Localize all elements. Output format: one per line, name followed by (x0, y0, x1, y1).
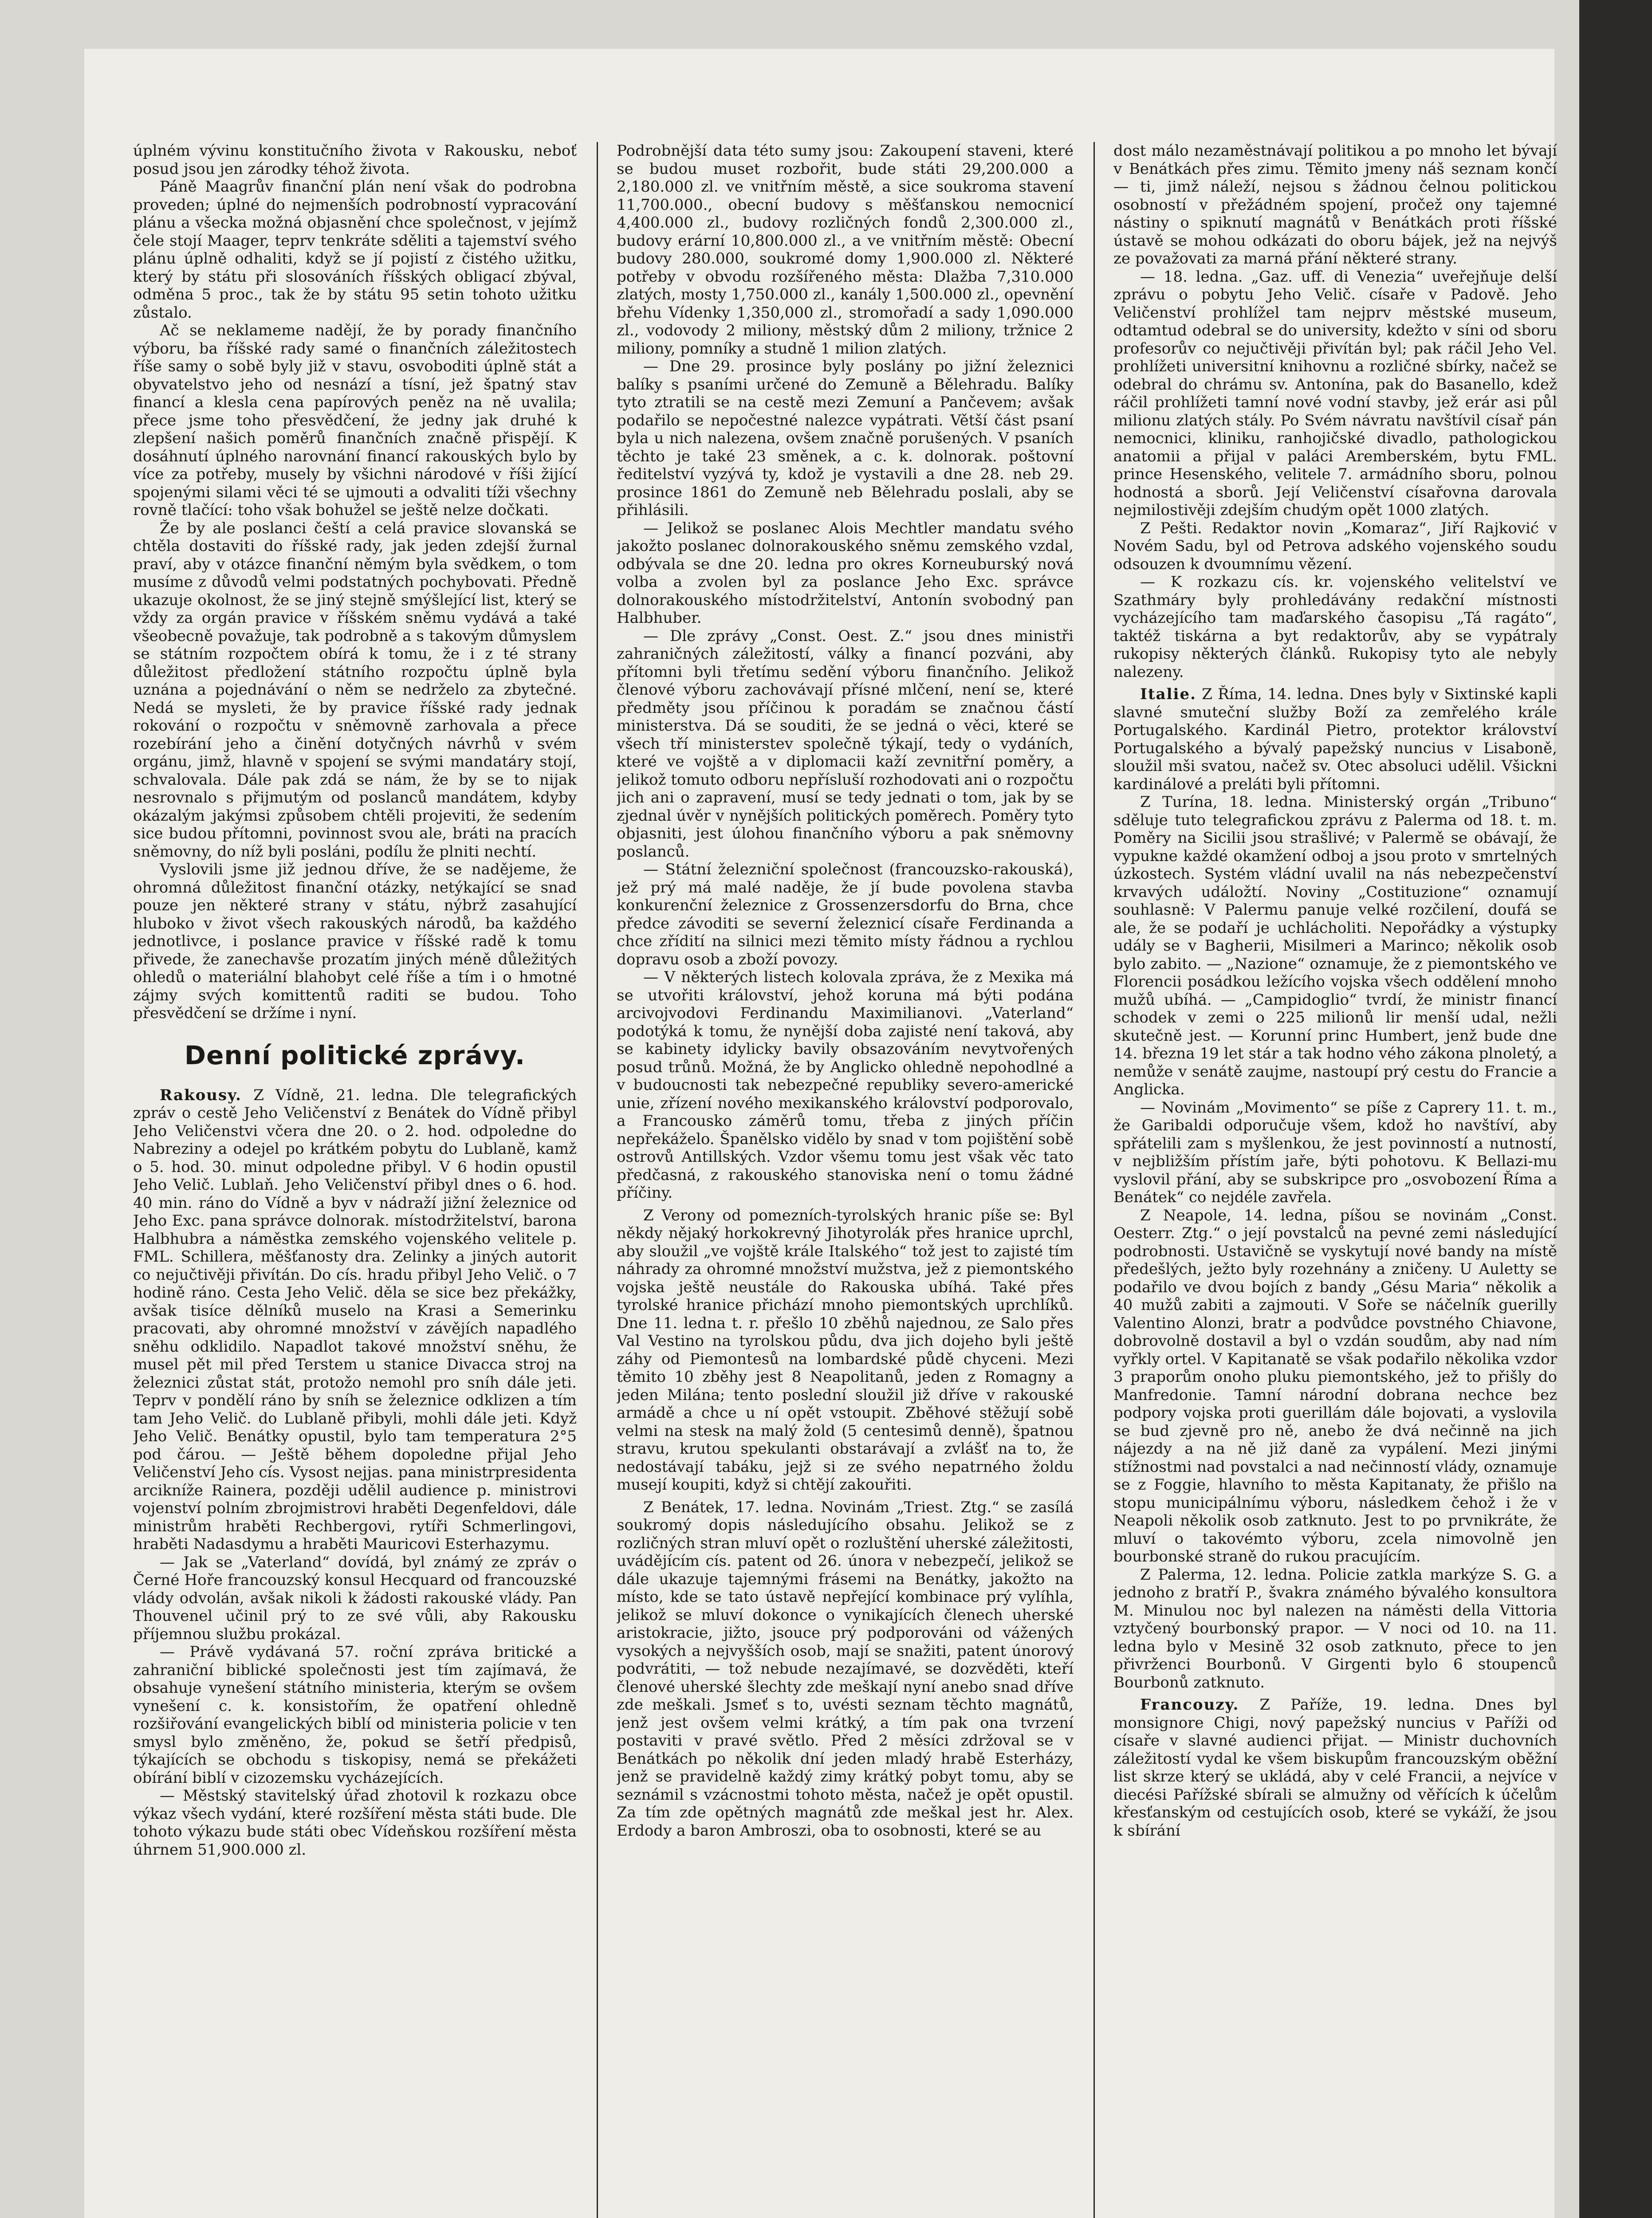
news-item (1113, 1696, 1557, 1840)
news-item: — Státní železniční společnost (francouzsko-rakouská), jež prý má malé naděje, že jí bude povolena stavba konkurenční železnice z Grossenzersdorfu do Brna, chce předce závoditi se severní železnicí císaře Ferdinanda a chce zřídití na silnici mezi těmito místy řádnou a rychlou dopravu osob a zboží povozy. (617, 861, 1074, 968)
news-text: Z Říma, 14. ledna. Dnes byly v Sixtinské kapli slavné smuteční služby Boží za zemřelého krále Portugalského. Kardinál Pietro, protektor království Portugalského a bývalý papežský nuncius v Lisaboně, sloužil mši svatou, načež sv. Otec absoluci udělil. Všickni kardinálové a preláti byli přítomni. (1113, 685, 1557, 793)
news-item: Z Benátek, 17. ledna. Novinám „Triest. Ztg.“ se zasílá soukromý dopis následujícího obsahu. Jelikož se z rozličných stran mluví opět o rozluštění uherské záležitosti, uvádějícím cís. patent od 26. února v nebezpečí, jelikož se dále ukazuje tajemnými frásemi na Benátky, jakožto na místo, kde se tato ústavě nepřející kombinace prý vylíhla, jelikož se mluví dokonce o vynikajících členech uherské aristokracie, jižto, jsouce prý podporováni od vážených vysokých a nejvyšších osob, mají se snažiti, patent únorový podvrátiti, — tož nebude nezajímavé, se dozvěděti, kteří členové uherské šlechty zde meškají nyní anebo snad dříve zde meškali. Jsmeť s to, uvésti seznam těchto magnátů, jenž jest ovšem velmi krátký, a tím pak ona tvrzení postaviti v pravé světlo. Před 2 měsíci zdržoval se v Benátkách po několik dní jeden mladý hrabě Esterházy, jenž se pravidelně každý zimy krátký pobyt tomu, aby se seznámil s vzácnostmi tohoto města, načež je opět opustil. Za tím zde opětných magnátů zde meškal jest hr. Alex. Erdody a baron Ambroszi, oba to osobnosti, které se au (617, 1498, 1074, 1840)
news-item (133, 1086, 577, 1553)
news-item: — Městský stavitelský úřad zhotovil k rozkazu obce výkaz všech vydání, které rozšíření města státi bude. Dle tohoto výkazu bude státi obec Vídeňskou rozšíření města úhrnem 51,900.000 zl. (133, 1787, 577, 1859)
country-label: Francouzy. (1140, 1696, 1239, 1714)
column-middle (617, 142, 1074, 2218)
column-right (1113, 142, 1557, 2218)
news-item: Z Palerma, 12. ledna. Policie zatkla markýze S. G. a jednoho z bratří P., švakra známého bývalého konsultora M. Minulou noc byl nalezen na náměsti della Vittoria vztyčený bourbonský prapor. — V noci od 10. na 11. ledna bylo v Mesině 32 osob zatknuto, přece to jen přivrženci Bourbonů. V Girgenti bylo 6 stoupenců Bourbonů zatknuto. (1113, 1565, 1557, 1691)
news-item: — Dne 29. prosince byly poslány po jižní železnici balíky s psaními určené do Zemuně a Bělehradu. Balíky tyto ztratili se na cestě mezi Zemuní a Pančevem; avšak podařilo se nepočestné nalezce vypátrati. Větší část psaní byla u nich nalezena, ovšem značně porušených. V psaních těchto je také 23 směnek, a c. k. dolnorak. poštovní ředitelství vyzývá ty, kdož je vystavili a dne 28. neb 29. prosince 1861 do Zemuně neb Bělehradu poslali, aby se přihlásili. (617, 358, 1074, 519)
news-item: — V některých listech kolovala zpráva, že z Mexika má se utvořiti království, jehož koruna má býti podána arcivojvodovi Ferdinandu Maximilianovi. „Vaterland“ podotýká k tomu, že nynější doba zajisté není taková, aby se kabinety idylicky bavily obsazováním nevytvořených posud trůnů. Možná, že by Anglicko ohledně nepohodlné a v budoucnosti tak nebezpečné republiky severo-americké unie, zřízení nového mexikanského království podporovalo, a Francousko záměrů tomu, třeba z jiných příčin nepřekáželo. Španělsko vidělo by snad v tom pojištění sobě ostrovů Antillských. Vzdor všemu tomu jest však věc tato předčasná, z rakouského stanoviska není o tomu žádné příčiny. (617, 968, 1074, 1202)
news-item: Z Verony od pomezních-tyrolských hranic píše se: Byl někdy nějaký horkokrevný Jihotyrolák přes hranice uprchl, aby sloužil „ve vojště krále Italského“ tož jest to zajisté tím náhrady za ohromné množství mužstva, jež z piemontského vojska ještě neustále do Rakouska ubíhá. Také přes tyrolské hranice přichází mnoho piemontských uprchlíků. Dne 11. ledna t. r. přešlo 10 zběhů najednou, ze Salo přes Val Vestino na tyrolskou půdu, dva jich dojeho byli ještě záhy od Piemontesů na lombardské půdě chyceni. Mezi těmito 10 zběhy jest 8 Neapolitanů, jeden z Romagny a jeden Milána; tento poslední sloužil již dříve v rakouské armádě a chce u ní opět vstoupit. Zběhové stěžují sobě velmi na stesk na malý žold (5 centesimů denně), špatnou stravu, krutou spekulanti obstarávají a zvlášť na to, že nedostávají tabáku, jejž si ze svého nepatrného žoldu musejí koupiti, když si chtějí zakouřiti. (617, 1206, 1074, 1494)
paragraph: Ač se neklameme nadějí, že by porady finančního výboru, ba říšské rady samé o finančních záležitostech říše samy o sobě byly již v stavu, osvoboditi úplně stát a obyvatelstvo jeho od nesnází a tísní, jež špatný stav financí a klesla cena papírových peněz na ně uvalila; přece jsme toho přesvědčení, že jedny jak druhé k zlepšení našich poměrů finančních značně přispějí. K dosáhnutí úplného narovnání financí rakouských bylo by více za potřeby, musely by všichni národové v říši žijící spojenými silami věci té se ujmouti a odvaliti tíži všechny rovně tlačící: toho však bohužel se ještě nelze dočkati. (133, 322, 577, 519)
country-label: Italie. (1140, 685, 1196, 703)
news-item: Z Turína, 18. ledna. Ministerský orgán „Tribuno“ sděluje tuto telegrafickou zprávu z Palerma od 18. t. m. Poměry na Sicilii jsou strašlivé; v Palermě se obávají, že vypukne každé okamžení odboj a jsou proto v smrtelných úzkostech. Systém vládní uvalil na nás nebezpečenství krvavých událožtí. Noviny „Costituzione“ oznamují souhlasně: V Palermu panuje velké rozčilení, doufá se ale, že se podaří je uchlácholiti. Nepořádky a výstupky udály se v Bagherii, Misilmeri a Marinco; několik osob bylo zabito. — „Nazione“ oznamuje, že z piemontského ve Florencii posádkou ležícího vojska všech oddělení mnoho mužů ubíhá. — „Campidoglio“ tvrdí, že ministr financí schodek v zemi o 225 milionů lir menší udal, nežli skutečně jest. — Korunní princ Humbert, jenž bude dne 14. března 19 let stár a tak hodno vého zákona plnoletý, a nemůže v senátě zaujme, nastoupí prý cestu do Francie a Anglicka. (1113, 793, 1557, 1098)
news-item: — Novinám „Movimento“ se píše z Caprery 11. t. m., že Garibaldi odporučuje všem, kdož ho navštíví, aby spřátelili zam s myšlenkou, že jest povinností a nutností, v nejbližším přístím jaře, býti pohotovu. K Bellazi-mu vyslovil přání, aby se subskripce pro „osvobození Říma a Benátek“ co nejdéle zavřela. (1113, 1098, 1557, 1206)
country-label: Rakousy. (160, 1086, 242, 1104)
newspaper-page (84, 49, 1557, 2218)
column-rule (1093, 142, 1095, 2218)
news-item: — Dle zprávy „Const. Oest. Z.“ jsou dnes ministři zahraničných záležitostí, války a financí pozváni, aby přítomni byli třetímu sedění výboru finančního. Jelikož členové výboru zachovávají přísné mlčení, není se, které předměty jsou příčinou k poradám se značnou částí ministerstva. Dá se souditi, že se jedná o věci, které se všech tří ministerstev společně týkají, tedy o vydáních, které ve vojště a v diplomacii kaží zevnitřní poměry, a jelikož tomuto odboru nepřísluší rozhodovati ani o rozpočtu jich ani o zapravení, musí se tedy jednati o tom, jak by se zjednal úvěr v nynějších politických poměrech. Poměry tyto objasniti, jest úlohou finančního výboru a pak sněmovny poslanců. (617, 627, 1074, 861)
news-item: — Jak se „Vaterland“ dovídá, byl známý ze zpráv o Černé Hoře francouzský konsul Hecquard od francouzské vlády odvolán, avšak nikoli k žádosti rakouské vlády. Pan Thouvenel učinil prý to ze své vůli, aby Rakousku příjemnou službu prokázal. (133, 1553, 577, 1643)
paragraph: Že by ale poslanci čeští a celá pravice slovanská se chtěla dostaviti do říšské rady, jak jeden zdejší žurnal praví, aby v otázce finanční němým byla svědkem, o tom musíme z důvodů velmi podstatných pochybovati. Předně ukazuje okolnost, že se jiný stejně smýšlející list, který se vždy za orgán pravice v říšském sněmu vydává a také všeobecně považuje, tak podrobně a s takovým důmyslem se státním rozpočtem obírá k tomu, že i z té strany důležitost předložení státního rozpočtu úplně byla uznána a pojednávání o něm se nedrželo za zbytečné. Nedá se mysleti, že by pravice říšské rady jednak rokování o rozpočtu v sněmovně zarhovala a přece rozebírání jeho a činění dotyčných návrhů v svém orgánu, jimž, hlavně v spojení se svými mandatáry stojí, schvalovala. Dále pak zdá se nám, že by se to nijak nesrovnalo s přijmutým od poslanců mandátem, kdyby okázalým jakýmsi způsobem chtěli projeviti, že sedením sice budou přítomni, povinnost svou ale, bráti na pracích sněmovny, do níž byli posláni, podílu že plniti nechtí. (133, 519, 577, 861)
news-item: — 18. ledna. „Gaz. uff. di Venezia“ uveřejňuje delší zprávu o pobytu Jeho Velič. císaře v Padově. Jeho Veličenství prohlížel tam nejprv městské museum, odtamtud odebral se do university, kdežto v síni od sboru profesorův co nejučtivěji přivítán byl; pak ráčil Jeho Vel. prohlížeti universitní knihovnu a rozličné sbírky, načež se odebral do chrámu sv. Antonína, pak do Basanello, kdež ráčil prohlížeti tamní nové vodní stavby, jež erár asi půl milionu zlatých stály. Po Svém návratu navštívil císař pán nemocnici, kliniku, ranhojičské divadlo, pathologickou anatomii a přijal v paláci Aremberském, bytu FML. prince Hesenského, velitele 7. armádního sboru, polnou hodnostá a sborů. Její Veličenství císařovna darovala nejmilostivěji zdejším chudým opět 1000 zlatých. (1113, 267, 1557, 519)
section-heading: Denní politické zprávy. (184, 1040, 526, 1070)
news-item (1113, 685, 1557, 793)
news-item: dost málo nezaměstnávají politikou a po mnoho let bývají v Benátkách přes zimu. Těmito jmeny náš seznam končí — ti, jimž náleží, nejsou s žádnou čelnou politickou osobností v přežádném spojení, pročež ony tajemné nástiny o spiknutí magnátů v Benátkách proti říšské ústavě se mohou odkázati do oboru bájek, jež na nejvýš ze považovati za marná přání některé strany. (1113, 142, 1557, 267)
news-item: Z Pešti. Redaktor novin „Komaraz“, Jiří Rajković v Novém Sadu, byl od Petrova adského vojenského soudu odsouzen k dvoumnímu vězení. (1113, 519, 1557, 573)
news-text: Z Paříže, 19. ledna. Dnes byl monsignore Chigi, nový papežský nuncius v Paříži od císaře v slavné audienci přijat. — Ministr duchovních záležitostí vydal ke všem biskupům francouzským oběžní list skrze který se ukládá, aby v celé Francii, a nejvíce v diecési Pařížské sbírali se almužny od věřících k účelům křesťanským od cestujících osob, které se vykáží, že jsou k sbírání (1113, 1696, 1557, 1840)
news-text: Z Vídně, 21. ledna. Dle telegrafických zpráv o cestě Jeho Veličenství z Benátek do Vídně přibyl Jeho Veličenstvi včera dne 20. o 2. hod. odpoledne do Nabreziny a odejel po krátkém pobytu do Lublaně, kamž o 5. hod. 30. minut odpoledne přibyl. V 6 hodin opustil Jeho Velič. Lublaň. Jeho Veličenství přibyl dnes o 6. hod. 40 min. ráno do Vídně a byv v nádraží jižní železnice od Jeho Exc. pana správce dolnorak. místodržitelství, barona Halbhubra a náměstka zemského vojenského velitele p. FML. Schillera, měšťanosty dra. Zelinky a jiných autorit co nejučtivěji přivítán. Do cís. hradu přibyl Jeho Velič. o 7 hodině ráno. Cesta Jeho Velič. děla se sice bez překážky, avšak tisíce dělníků muselo na Krasi a Semerinku pracovati, aby ohromné množství v závějích napadlého sněhu odklidilo. Napadlot takové množství sněhu, že musel pět mil před Terstem u stanice Divacca stroj na železnici zůstat stát, protožo nemohl pro sníh dále jeti. Teprv v pondělí ráno by sníh se železnice odklizen a tím tam Jeho Velič. do Lublaně přibyli, mohli dále jeti. Když Jeho Velič. Benátky opustil, bylo tam temperatura 2°5 pod čárou. — Ještě během dopoledne přijal Jeho Veličenství Jeho cís. Vysost nejjas. pana ministrpresidenta arcikníže Rainera, později udělil audience p. ministrovi vojenství polním zbrojmistrovi hraběti Degenfeldovi, dále ministrům hraběti Rechbergovi, rytíři Schmerlingovi, hraběti Nadasdymu a hraběti Mauricovi Esterhazymu. (133, 1086, 577, 1553)
paragraph: Páně Maagrův finanční plán není však do podrobna proveden; úplné do nejmenších podrobností vypracování plánu a všecka možná objasnění chce společnost, v jejímž čele stojí Maager, teprv tenkráte sděliti a tajemství svého plánu úplně odhaliti, když se jí pojistí z čistého užitku, který by státu při slosováních říšských obligací zbýval, odměna 5 proc., tak že by státu 95 setin tohoto užitku zůstalo. (133, 178, 577, 322)
paragraph: Vyslovili jsme již jednou dříve, že se nadějeme, že ohromná důležitost finanční otázky, netýkající se snad pouze jen některé strany v státu, nýbrž zasahující hluboko v život všech rakouských národů, ba každého jednotlivce, i poslance pravice v říšské radě k tomu přivede, že zanechavše prozatím jiných méně důležitých ohledů o materiální blahobyt celé říše a tím i o hmotné zájmy svých komittentů raditi se budou. Toho přesvědčení se držíme i nyní. (133, 861, 577, 1022)
news-item: — Právě vydávaná 57. roční zpráva britické a zahraniční biblické společnosti jest tím zajímavá, že obsahuje vynešení státního ministeria, kterým se ovšem vynešení c. k. konsistořím, že opatření ohledně rozšiřování evangelických biblí od ministeria policie v ten smysl bylo změněno, že, pokud se šetří předpisů, týkajících se obchodu s tiskopisy, nemá se překážeti obírání biblí v cizozemsku vycházejících. (133, 1643, 577, 1787)
column-left (133, 142, 577, 2218)
news-item: Z Neapole, 14. ledna, píšou se novinám „Const. Oesterr. Ztg.“ o její povstalců na pevné zemi následující podrobnosti. Ustavičně se vyskytují nové bandy na místě předešlých, ježto byly rozehnány a zničeny. U Auletty se podařilo ve dvou bojích z bandy „Gésu Maria“ několik a 40 mužů zabiti a zajmouti. V Soře se náčelník guerilly Valentino Alonzi, bratr a podvůdce povstného Chiavone, dobrovolně dostavil a byl o vzdán soudům, aby nad ním vyřkly ortel. V Kapitanatě se však podařilo několika vzdor 3 praporům onoho pluku piemontského, jež to přišly do Manfredonie. Tamní národní dobrana nechce bez podpory vojska proti guerillám dále bojovati, a vyslovila se bud zjevně pro ně, anebo že dvá nečinně na jich nájezdy a na ně již daně za vypálení. Mezi jinými stížnostmi nad povstalci a nad nečinností vlády, oznamuje se z Foggie, hlavního to města Kapitanaty, že přišlo na stopu municipálnímu výboru, následkem čehož i že v Neapoli několik osob zatknuto. Jest to po prvnikráte, že mluví o takovémto výboru, zcela nimovolně jen bourbonské straně do rukou pracujícím. (1113, 1206, 1557, 1565)
news-item: — Jelikož se poslanec Alois Mechtler mandatu svého jakožto poslanec dolnorakouského sněmu zemského vzdal, odbývala se dne 20. ledna pro okres Korneuburský nová volba a zvolen byl za poslance Jeho Exc. správce dolnorakouského místodržitelství, Antonín svobodný pan Halbhuber. (617, 519, 1074, 627)
news-item: — K rozkazu cís. kr. vojenského velitelství ve Szathmáry byly prohledávány redakční místnosti vycházejícího tam maďarského časopisu „Tá ragáto“, taktéž tiskárna a byt redaktorův, aby se vypátraly rukopisy některých článků. Rukopisy tyto ale nebyly nalezeny. (1113, 573, 1557, 681)
column-rule (597, 142, 598, 2218)
news-item: Podrobnější data této sumy jsou: Zakoupení staveni, které se budou muset rozbořit, bude státi 29,200.000 a 2,180.000 zl. ve vnitřním městě, a sice soukroma stavení 11,700.000., obecní budovy s měšťanskou nemocnicí 4,400.000 zl., budovy rozličných fondů 2,300.000 zl., budovy erární 10,800.000 zl., a ve vnitřním městě: Obecní budovy 280.000, soukromé domy 1,900.000 zl. Některé potřeby v obvodu rozšířeného města: Dlažba 7,310.000 zlatých, mosty 1,750.000 zl., kanály 1,500.000 zl., opevnění břehu Vídenky 1,350,000 zl., stromořadí a sady 1,090.000 zl., vodovody 2 miliony, městský dům 2 miliony, tržnice 2 miliony, pomníky a studně 1 milion zlatých. (617, 142, 1074, 358)
scan-edge (1579, 0, 1652, 2218)
paragraph: úplném vývinu konstitučního života v Rakousku, neboť posud jsou jen zárodky téhož života. (133, 142, 577, 178)
